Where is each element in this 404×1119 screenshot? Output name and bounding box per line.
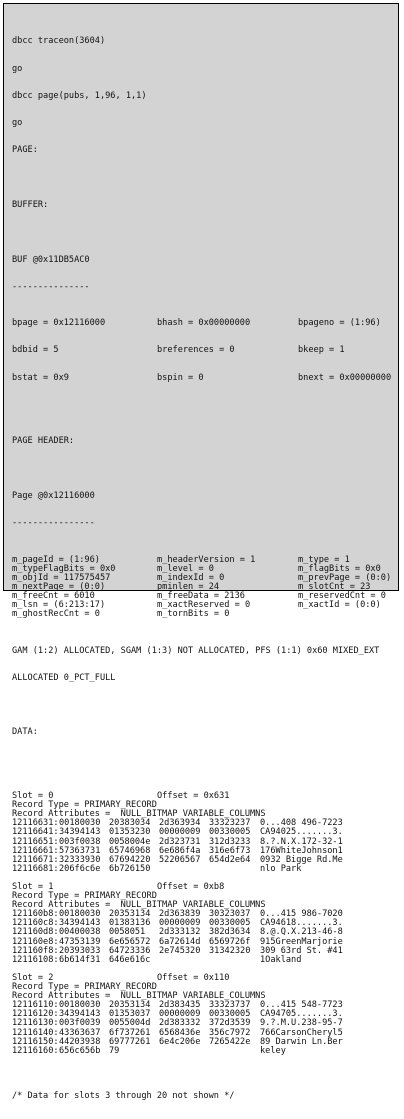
hex-ascii: 309 63rd St. #41 — [260, 945, 343, 956]
hex-word: 01383136 — [109, 918, 151, 929]
slot-header — [12, 974, 392, 983]
buf-field: bstat = 0x9 — [12, 372, 69, 383]
hex-word: 34394143 — [59, 827, 101, 838]
page-header-field: m_flagBits = 0x0 — [298, 563, 381, 574]
dbcc-output-text — [12, 10, 392, 1119]
command-line: dbcc traceon(3604) — [12, 36, 106, 47]
alloc-line: ALLOCATED 0_PCT_FULL — [12, 672, 116, 683]
hex-ascii: 0...408 496-7223 — [260, 818, 343, 829]
hex-word: 34394143 — [59, 918, 101, 929]
slot-offset: Offset = 0x631 — [157, 791, 230, 802]
hex-ascii: 915GreenMarjorie — [260, 936, 343, 947]
slot-number: Slot = 0 — [12, 791, 54, 802]
hex-word: 003f0039 — [59, 1018, 101, 1029]
hex-word: 6b726150 — [109, 863, 151, 874]
section-label-page: PAGE: — [12, 145, 38, 156]
hex-address: 12116631: — [12, 818, 59, 829]
hex-word: 2d383435 — [159, 1000, 201, 1011]
page-header-field: m_pageId = (1:96) — [12, 554, 100, 565]
slot-record — [12, 792, 392, 883]
hex-ascii: 9.?.M.U.238-95-7 — [260, 1018, 343, 1029]
hex-address: 12116661: — [12, 845, 59, 856]
page-dashes: ---------------- — [12, 518, 95, 529]
slot-record — [12, 883, 392, 974]
buf-row — [12, 319, 392, 328]
hex-word: 01353037 — [109, 1009, 151, 1020]
hex-word: 6e656572 — [109, 936, 151, 947]
page-header-field: m_freeCnt = 6010 — [12, 591, 95, 601]
hex-word: 2d363934 — [159, 818, 201, 829]
hex-word: 2d383332 — [159, 1018, 201, 1029]
hex-word: 67694220 — [109, 854, 151, 865]
page-header-field: m_type = 1 — [298, 554, 350, 565]
hex-word: 20383034 — [109, 818, 151, 829]
page-header-field: m_objId = 117575457 — [12, 572, 111, 583]
hex-word: 206f6c6e — [59, 863, 101, 874]
hex-word: 47353139 — [59, 936, 101, 947]
hex-word: 6e686f4a — [159, 845, 201, 856]
buf-field: breferences = 0 — [157, 345, 235, 356]
hex-address: 121160c8: — [12, 918, 59, 929]
hex-word: 52206567 — [159, 854, 201, 865]
hex-word: 64723336 — [109, 945, 151, 956]
hex-ascii: 1Oakland — [260, 954, 302, 965]
hex-address: 12116108: — [12, 954, 59, 965]
hex-address: 121160f8: — [12, 945, 59, 956]
page-header-field: m_freeData = 2136 — [157, 591, 245, 601]
hex-address: 12116641: — [12, 827, 59, 838]
hex-word: 646e616c — [109, 954, 151, 965]
hex-ascii: 89 Darwin Ln.Ber — [260, 1036, 343, 1047]
page-header-field: m_xactReserved = 0 — [157, 600, 251, 611]
hex-address: 12116150: — [12, 1036, 59, 1047]
hex-address: 12116651: — [12, 836, 59, 847]
hex-address: 12116160: — [12, 1045, 59, 1056]
hex-ascii: 766CarsonCheryl5 — [260, 1027, 343, 1038]
buf-field: bspin = 0 — [157, 372, 204, 383]
hex-address: 121160d8: — [12, 927, 59, 938]
record-type: Record Type = PRIMARY_RECORD — [12, 891, 157, 902]
buf-field: bkeep = 1 — [298, 345, 345, 356]
command-line: dbcc page(pubs, 1,96, 1,1) — [12, 90, 147, 101]
dbcc-output-frame — [3, 3, 399, 1102]
alloc-line: GAM (1:2) ALLOCATED, SGAM (1:3) NOT ALLOCATED, PFS (1:1) 0x60 MIXED_EXT — [12, 645, 380, 656]
slot-list — [12, 792, 392, 1065]
go-line: go — [12, 63, 23, 74]
dbcc-output-panel — [7, 7, 395, 1102]
hex-ascii: CA94025.......3. — [260, 827, 343, 838]
page-header-field: pminlen = 24 — [157, 581, 220, 592]
buf-field: bnext = 0x00000000 — [298, 372, 392, 383]
blank-line — [12, 465, 392, 474]
hex-word: 2d323731 — [159, 836, 201, 847]
page-header-field: m_prevPage = (0:0) — [298, 572, 392, 583]
hex-word: 382d3634 — [209, 927, 251, 938]
hex-ascii: 0...415 548-7723 — [260, 1000, 343, 1011]
buf-row — [12, 346, 392, 355]
hex-word: 6a72614d — [159, 936, 201, 947]
page-header-fields — [12, 556, 392, 620]
hex-word: 00000009 — [159, 827, 201, 838]
hex-word: 79 — [109, 1045, 120, 1056]
hex-word: 316e6f73 — [209, 845, 251, 856]
hex-address: 12116671: — [12, 854, 59, 865]
hex-dump-row — [12, 956, 392, 965]
hex-word: 6f737261 — [109, 1027, 151, 1038]
hex-word: 33323737 — [209, 1000, 251, 1011]
hex-word: 34394143 — [59, 1009, 101, 1020]
record-attributes: Record Attributes = NULL_BITMAP VARIABLE_COLUMNS — [12, 991, 266, 1002]
hex-word: 6569726f — [209, 936, 251, 947]
slot-header — [12, 883, 392, 892]
hex-word: 20353134 — [109, 1000, 151, 1011]
hex-word: 33323237 — [209, 818, 251, 829]
hex-word: 003f0038 — [59, 836, 101, 847]
page-header-row — [12, 610, 392, 619]
hex-ascii: 0932 Bigge Rd.Me — [260, 854, 343, 865]
blank-line — [12, 1056, 392, 1065]
hex-word: 6b614f31 — [59, 954, 101, 965]
page-header-field: m_nextPage = (0:0) — [12, 581, 106, 592]
section-label-buffer: BUFFER: — [12, 199, 49, 210]
slot-record — [12, 974, 392, 1065]
hex-word: 30323037 — [209, 909, 251, 920]
hex-ascii: CA94705.......3. — [260, 1009, 343, 1020]
hex-address: 121160e8: — [12, 936, 59, 947]
page-header-field: m_tornBits = 0 — [157, 609, 230, 620]
slot-offset: Offset = 0x110 — [157, 972, 230, 983]
buf-row — [12, 374, 392, 383]
page-header-field: m_typeFlagBits = 0x0 — [12, 563, 116, 574]
record-type: Record Type = PRIMARY_RECORD — [12, 982, 157, 993]
hex-word: 654d2e64 — [209, 854, 251, 865]
hex-word: 0058051 — [109, 927, 146, 938]
hex-ascii: nlo Park — [260, 863, 302, 874]
section-label-page-header: PAGE HEADER: — [12, 436, 75, 447]
buf-title: BUF @0x11DB5AC0 — [12, 254, 90, 265]
hex-word: 00330005 — [209, 1009, 251, 1020]
hex-word: 69777261 — [109, 1036, 151, 1047]
record-attributes: Record Attributes = NULL_BITMAP VARIABLE_COLUMNS — [12, 809, 266, 820]
hex-word: 00180030 — [59, 818, 101, 829]
footer-comment: /* Data for slots 3 through 20 not shown */ — [12, 1091, 235, 1102]
record-type: Record Type = PRIMARY_RECORD — [12, 800, 157, 811]
hex-word: 00000009 — [159, 1009, 201, 1020]
blank-line — [12, 410, 392, 419]
hex-word: 372d3539 — [209, 1018, 251, 1029]
hex-word: 312d3233 — [209, 836, 251, 847]
go-line: go — [12, 118, 23, 129]
hex-word: 20393033 — [59, 945, 101, 956]
hex-word: 00400038 — [59, 927, 101, 938]
hex-address: 12116120: — [12, 1009, 59, 1020]
page-header-field: m_ghostRecCnt = 0 — [12, 609, 100, 620]
blank-line — [12, 174, 392, 183]
hex-word: 656c656b — [59, 1045, 101, 1056]
hex-word: 00330005 — [209, 827, 251, 838]
page-header-field: m_xactId = (0:0) — [298, 600, 381, 611]
page-header-field: m_level = 0 — [157, 563, 214, 574]
hex-dump-row — [12, 865, 392, 874]
hex-word: 356c7972 — [209, 1027, 251, 1038]
blank-line — [12, 701, 392, 710]
hex-word: 43363637 — [59, 1027, 101, 1038]
slot-header — [12, 792, 392, 801]
slot-offset: Offset = 0xb8 — [157, 882, 225, 892]
buf-field: bpage = 0x12116000 — [12, 318, 106, 329]
page-header-field: m_slotCnt = 23 — [298, 581, 371, 592]
hex-word: 01353230 — [109, 827, 151, 838]
hex-word: 0055004d — [109, 1018, 151, 1029]
record-attributes: Record Attributes = NULL_BITMAP VARIABLE_COLUMNS — [12, 900, 266, 911]
hex-word: 7265422e — [209, 1036, 251, 1047]
hex-word: 31342320 — [209, 945, 251, 956]
hex-word: 57363731 — [59, 845, 101, 856]
hex-word: 00330005 — [209, 918, 251, 929]
hex-ascii: 8.@.Q.X.213-46-8 — [260, 927, 343, 938]
hex-word: 0058004e — [109, 836, 151, 847]
hex-address: 12116140: — [12, 1027, 59, 1038]
hex-word: 32333930 — [59, 854, 101, 865]
hex-address: 12116130: — [12, 1018, 59, 1029]
hex-word: 00180030 — [59, 909, 101, 920]
hex-word: 65746968 — [109, 845, 151, 856]
hex-word: 20353134 — [109, 909, 151, 920]
hex-address: 12116110: — [12, 1000, 59, 1011]
hex-ascii: keley — [260, 1045, 286, 1056]
hex-word: 2e745320 — [159, 945, 201, 956]
section-label-data: DATA: — [12, 727, 38, 738]
hex-word: 44203938 — [59, 1036, 101, 1047]
page-header-field: m_indexId = 0 — [157, 572, 225, 583]
hex-ascii: 0...415 986-7020 — [260, 909, 343, 920]
hex-ascii: 176WhiteJohnson1 — [260, 845, 343, 856]
buf-field: bpageno = (1:96) — [298, 318, 381, 329]
hex-address: 121160b8: — [12, 909, 59, 920]
page-header-field: m_lsn = (6:213:17) — [12, 600, 106, 611]
page-header-field: m_headerVersion = 1 — [157, 554, 256, 565]
hex-ascii: 8.?.N.X.172-32-1 — [260, 836, 343, 847]
hex-address: 12116681: — [12, 863, 59, 874]
page-header-field: m_reservedCnt = 0 — [298, 591, 386, 601]
hex-word: 6568436e — [159, 1027, 201, 1038]
buf-dashes: --------------- — [12, 281, 90, 292]
buf-field: bhash = 0x00000000 — [157, 318, 251, 329]
slot-number: Slot = 2 — [12, 972, 54, 983]
blank-line — [12, 756, 392, 765]
hex-word: 2d333132 — [159, 927, 201, 938]
hex-word: 2d363839 — [159, 909, 201, 920]
hex-word: 00180030 — [59, 1000, 101, 1011]
hex-dump-row — [12, 1047, 392, 1056]
blank-line — [12, 228, 392, 237]
buf-field: bdbid = 5 — [12, 345, 59, 356]
hex-word: 6e4c206e — [159, 1036, 201, 1047]
hex-ascii: CA94618.......3. — [260, 918, 343, 929]
hex-word: 00000009 — [159, 918, 201, 929]
page-title: Page @0x12116000 — [12, 490, 95, 501]
slot-number: Slot = 1 — [12, 882, 54, 892]
